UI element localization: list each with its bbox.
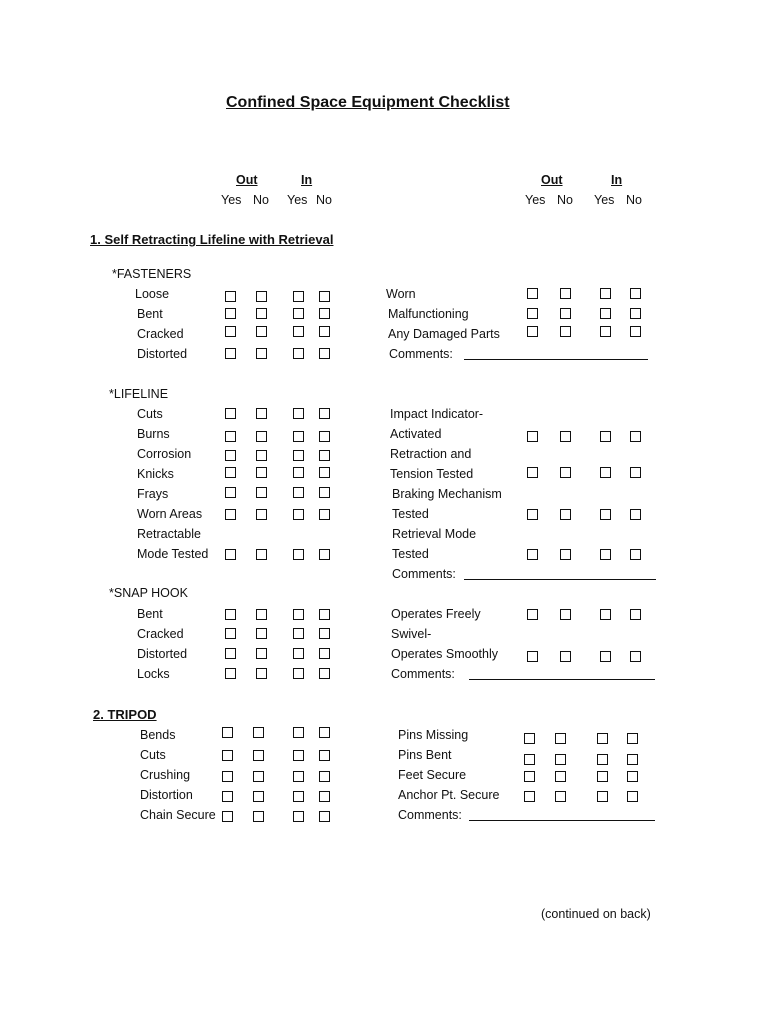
item-label: Impact Indicator- [390,407,484,421]
item-label: Knicks [137,467,174,481]
in-no-checkbox[interactable] [319,628,330,639]
in-yes-checkbox[interactable] [600,609,611,620]
left-out-header: Out [236,173,258,187]
item-label: Anchor Pt. Secure [398,788,500,802]
out-yes-checkbox[interactable] [225,628,236,639]
out-yes-checkbox[interactable] [222,750,233,761]
out-no-checkbox[interactable] [560,549,571,560]
out-yes-checkbox[interactable] [524,733,535,744]
in-yes-checkbox[interactable] [600,288,611,299]
item-label: Pins Missing [398,728,469,742]
in-yes-checkbox[interactable] [293,609,304,620]
in-no-checkbox[interactable] [319,487,330,498]
out-no-checkbox[interactable] [256,408,267,419]
out-yes-checkbox[interactable] [524,754,535,765]
out-yes-checkbox[interactable] [524,771,535,782]
item-label: Worn Areas [137,507,203,521]
in-no-checkbox[interactable] [630,467,641,478]
in-yes-checkbox[interactable] [600,467,611,478]
out-no-checkbox[interactable] [253,727,264,738]
in-yes-checkbox[interactable] [293,791,304,802]
out-yes-checkbox[interactable] [225,408,236,419]
in-no-checkbox[interactable] [319,791,330,802]
in-yes-checkbox[interactable] [293,431,304,442]
out-yes-checkbox[interactable] [225,648,236,659]
in-no-checkbox[interactable] [319,727,330,738]
comments-line[interactable] [469,820,655,821]
out-yes-checkbox[interactable] [225,326,236,337]
item-label: Tested [392,507,429,521]
out-no-checkbox[interactable] [555,733,566,744]
item-label: Cracked [137,327,184,341]
right-out-no-header: No [557,193,573,207]
out-yes-checkbox[interactable] [527,651,538,662]
in-yes-checkbox[interactable] [293,509,304,520]
out-no-checkbox[interactable] [560,431,571,442]
out-no-checkbox[interactable] [256,348,267,359]
in-yes-checkbox[interactable] [597,771,608,782]
item-label: Retractable [137,527,201,541]
out-yes-checkbox[interactable] [225,450,236,461]
comments-label: Comments: [392,567,456,581]
out-yes-checkbox[interactable] [225,348,236,359]
in-no-checkbox[interactable] [319,750,330,761]
out-yes-checkbox[interactable] [527,288,538,299]
in-yes-checkbox[interactable] [600,651,611,662]
in-no-checkbox[interactable] [627,791,638,802]
in-no-checkbox[interactable] [630,549,641,560]
group-label-fasteners: *FASTENERS [112,267,192,281]
out-yes-checkbox[interactable] [527,326,538,337]
out-no-checkbox[interactable] [256,668,267,679]
out-no-checkbox[interactable] [256,549,267,560]
item-label: Tested [392,547,429,561]
out-yes-checkbox[interactable] [527,431,538,442]
item-label: Burns [137,427,170,441]
group-label-lifeline: *LIFELINE [109,387,169,401]
group-label-snap-hook: *SNAP HOOK [109,586,188,600]
in-no-checkbox[interactable] [630,431,641,442]
out-no-checkbox[interactable] [256,308,267,319]
in-yes-checkbox[interactable] [293,811,304,822]
in-no-checkbox[interactable] [319,811,330,822]
out-no-checkbox[interactable] [555,754,566,765]
in-yes-checkbox[interactable] [293,648,304,659]
in-no-checkbox[interactable] [319,648,330,659]
in-yes-checkbox[interactable] [293,628,304,639]
item-label: Operates Smoothly [391,647,498,661]
page-title: Confined Space Equipment Checklist [226,94,510,111]
in-no-checkbox[interactable] [319,431,330,442]
right-in-no-header: No [626,193,642,207]
item-label: Distorted [137,647,188,661]
out-no-checkbox[interactable] [560,651,571,662]
in-yes-checkbox[interactable] [293,326,304,337]
in-no-checkbox[interactable] [319,668,330,679]
out-no-checkbox[interactable] [253,750,264,761]
item-label: Crushing [140,768,191,782]
in-no-checkbox[interactable] [630,326,641,337]
item-label: Distorted [137,347,188,361]
section-2-heading: 2. TRIPOD [93,707,157,722]
in-yes-checkbox[interactable] [293,487,304,498]
item-label: Bent [137,607,163,621]
in-no-checkbox[interactable] [319,308,330,319]
item-label: Cuts [140,748,166,762]
in-yes-checkbox[interactable] [597,791,608,802]
item-label: Frays [137,487,169,501]
item-label: Loose [135,287,170,301]
out-no-checkbox[interactable] [253,771,264,782]
item-label: Feet Secure [398,768,467,782]
out-yes-checkbox[interactable] [225,487,236,498]
left-in-header: In [301,173,313,187]
out-yes-checkbox[interactable] [225,291,236,302]
in-yes-checkbox[interactable] [293,771,304,782]
out-no-checkbox[interactable] [256,291,267,302]
out-yes-checkbox[interactable] [527,467,538,478]
item-label: Cracked [137,627,184,641]
in-no-checkbox[interactable] [319,467,330,478]
in-no-checkbox[interactable] [630,651,641,662]
in-no-checkbox[interactable] [630,509,641,520]
out-no-checkbox[interactable] [256,487,267,498]
in-no-checkbox[interactable] [319,291,330,302]
out-no-checkbox[interactable] [560,326,571,337]
out-yes-checkbox[interactable] [225,431,236,442]
comments-line[interactable] [464,579,656,580]
in-yes-checkbox[interactable] [293,348,304,359]
out-yes-checkbox[interactable] [225,308,236,319]
right-in-header: In [611,173,623,187]
item-label: Malfunctioning [388,307,469,321]
in-yes-checkbox[interactable] [293,668,304,679]
out-yes-checkbox[interactable] [222,811,233,822]
item-label: Pins Bent [398,748,452,762]
in-no-checkbox[interactable] [319,450,330,461]
item-label: Operates Freely [391,607,481,621]
comments-line[interactable] [469,679,655,680]
item-label: Braking Mechanism [392,487,502,501]
item-label: Activated [390,427,442,441]
out-yes-checkbox[interactable] [225,549,236,560]
in-no-checkbox[interactable] [630,288,641,299]
in-yes-checkbox[interactable] [597,754,608,765]
in-yes-checkbox[interactable] [600,549,611,560]
left-out-no-header: No [253,193,269,207]
in-yes-checkbox[interactable] [293,727,304,738]
out-no-checkbox[interactable] [555,791,566,802]
out-no-checkbox[interactable] [256,648,267,659]
item-label: Retraction and [390,447,472,461]
continued-note: (continued on back) [541,907,651,921]
comments-label: Comments: [389,347,453,361]
item-label: Distortion [140,788,193,802]
in-no-checkbox[interactable] [319,408,330,419]
out-no-checkbox[interactable] [256,326,267,337]
item-label: Locks [137,667,170,681]
item-label: Bent [137,307,163,321]
comments-label: Comments: [398,808,462,822]
in-no-checkbox[interactable] [630,609,641,620]
item-label: Corrosion [137,447,192,461]
in-yes-checkbox[interactable] [293,308,304,319]
in-yes-checkbox[interactable] [293,750,304,761]
in-yes-checkbox[interactable] [293,467,304,478]
item-label: Cuts [137,407,163,421]
out-yes-checkbox[interactable] [225,668,236,679]
out-no-checkbox[interactable] [256,450,267,461]
in-no-checkbox[interactable] [319,771,330,782]
out-no-checkbox[interactable] [256,628,267,639]
out-yes-checkbox[interactable] [225,509,236,520]
item-label: Bends [140,728,176,742]
out-yes-checkbox[interactable] [527,308,538,319]
item-label: Chain Secure [140,808,216,822]
item-label: Any Damaged Parts [388,327,500,341]
in-no-checkbox[interactable] [319,326,330,337]
out-no-checkbox[interactable] [256,609,267,620]
in-yes-checkbox[interactable] [600,431,611,442]
out-yes-checkbox[interactable] [527,609,538,620]
left-in-no-header: No [316,193,332,207]
in-yes-checkbox[interactable] [293,291,304,302]
out-no-checkbox[interactable] [555,771,566,782]
comments-label: Comments: [391,667,455,681]
in-yes-checkbox[interactable] [293,408,304,419]
section-1-heading: 1. Self Retracting Lifeline with Retrieval [90,232,334,247]
item-label: Mode Tested [137,547,209,561]
out-no-checkbox[interactable] [560,609,571,620]
out-no-checkbox[interactable] [253,811,264,822]
comments-line[interactable] [464,359,648,360]
in-no-checkbox[interactable] [319,549,330,560]
in-no-checkbox[interactable] [627,733,638,744]
out-no-checkbox[interactable] [560,288,571,299]
in-yes-checkbox[interactable] [600,308,611,319]
out-no-checkbox[interactable] [253,791,264,802]
right-in-yes-header: Yes [594,193,615,207]
item-label: Tension Tested [390,467,474,481]
out-yes-checkbox[interactable] [222,791,233,802]
left-in-yes-header: Yes [287,193,308,207]
out-no-checkbox[interactable] [560,308,571,319]
in-yes-checkbox[interactable] [597,733,608,744]
in-no-checkbox[interactable] [319,348,330,359]
out-no-checkbox[interactable] [256,431,267,442]
right-out-yes-header: Yes [525,193,546,207]
in-no-checkbox[interactable] [627,771,638,782]
in-no-checkbox[interactable] [319,509,330,520]
in-no-checkbox[interactable] [630,308,641,319]
in-yes-checkbox[interactable] [600,509,611,520]
in-no-checkbox[interactable] [627,754,638,765]
in-yes-checkbox[interactable] [293,549,304,560]
in-no-checkbox[interactable] [319,609,330,620]
in-yes-checkbox[interactable] [293,450,304,461]
out-yes-checkbox[interactable] [524,791,535,802]
in-yes-checkbox[interactable] [600,326,611,337]
right-out-header: Out [541,173,563,187]
out-no-checkbox[interactable] [256,467,267,478]
item-label: Worn [386,287,416,301]
item-label: Retrieval Mode [392,527,477,541]
left-out-yes-header: Yes [221,193,242,207]
out-no-checkbox[interactable] [560,509,571,520]
out-yes-checkbox[interactable] [225,609,236,620]
out-yes-checkbox[interactable] [222,727,233,738]
out-yes-checkbox[interactable] [527,549,538,560]
item-label: Swivel- [391,627,432,641]
out-yes-checkbox[interactable] [527,509,538,520]
out-yes-checkbox[interactable] [225,467,236,478]
out-no-checkbox[interactable] [560,467,571,478]
out-yes-checkbox[interactable] [222,771,233,782]
out-no-checkbox[interactable] [256,509,267,520]
